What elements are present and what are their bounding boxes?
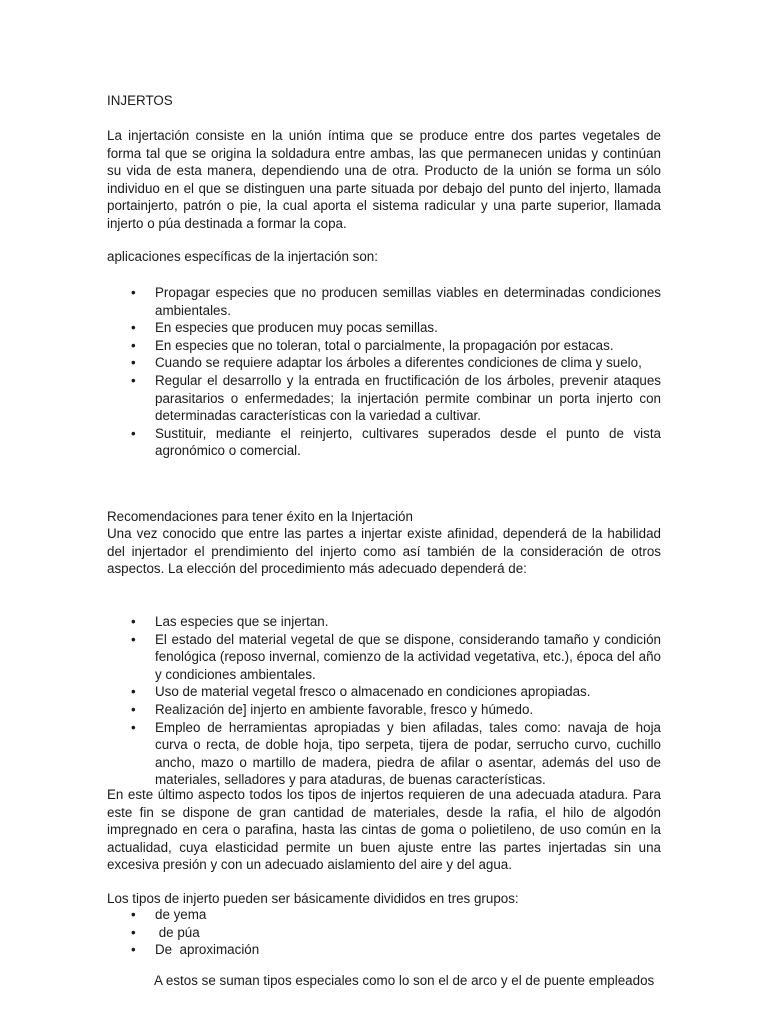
- recommendations-paragraph: Una vez conocido que entre las partes a injertar existe afinidad, dependerá de la habilidad del injertador el prendimiento del injerto como así también de la consideración de otros aspectos. La elección del procedimiento más adecuado dependerá de:: [107, 526, 661, 577]
- factors-list: [107, 613, 661, 789]
- list-item: • El estado del material vegetal de que se dispone, considerando tamaño y condición fenológica (reposo invernal, comienzo de la actividad vegetativa, etc.), época del año y condiciones ambientales.: [107, 631, 661, 684]
- list-item: • De aproximación: [107, 941, 661, 959]
- recommendations-heading: Recomendaciones para tener éxito en la Injertación: [107, 509, 413, 524]
- closing-line: A estos se suman tipos especiales como lo son el de arco y el de puente empleados: [154, 973, 655, 988]
- list-item: • En especies que no toleran, total o parcialmente, la propagación por estacas.: [107, 337, 661, 355]
- applications-heading: aplicaciones específicas de la injertación son:: [107, 249, 378, 264]
- list-item: • de yema: [107, 906, 661, 924]
- list-item: • Empleo de herramientas apropiadas y bien afiladas, tales como: navaja de hoja curva o recta, de doble hoja, tipo serpeta, tijera de podar, serrucho curvo, cuchillo ancho, mazo o martillo de madera, piedra de afilar o asentar, además del uso de materiales, selladores y para ataduras, de buenas características.: [107, 719, 661, 789]
- applications-list: [107, 284, 661, 460]
- list-item: • de púa: [107, 924, 661, 942]
- list-item: • Sustituir, mediante el reinjerto, cultivares superados desde el punto de vista agronómico o comercial.: [107, 425, 661, 460]
- list-item: • En especies que producen muy pocas semillas.: [107, 319, 661, 337]
- list-item: • Las especies que se injertan.: [107, 613, 661, 631]
- types-list: [107, 906, 661, 959]
- list-item: • Cuando se requiere adaptar los árboles a diferentes condiciones de clima y suelo,: [107, 354, 661, 372]
- list-item: • Regular el desarrollo y la entrada en fructificación de los árboles, prevenir ataques parasitarios o enfermedades; la injertación permite combinar un porta injerto con determinadas características con la variedad a cultivar.: [107, 372, 661, 425]
- list-item: • Realización de] injerto en ambiente favorable, fresco y húmedo.: [107, 701, 661, 719]
- intro-paragraph: La injertación consiste en la unión íntima que se produce entre dos partes vegetales de forma tal que se origina la soldadura entre ambas, las que permanecen unidas y continúan su vida de esta manera, dependiendo una de otra. Producto de la unión se forma un sólo individuo en el que se distinguen una parte situada por debajo del punto del injerto, llamada portainjerto, patrón o pie, la cual aporta el sistema radicular y una parte superior, llamada injerto o púa destinada a formar la copa.: [107, 128, 661, 231]
- types-heading: Los tipos de injerto pueden ser básicamente divididos en tres grupos:: [107, 891, 519, 906]
- list-item: • Uso de material vegetal fresco o almacenado en condiciones apropiadas.: [107, 683, 661, 701]
- binding-paragraph: En este último aspecto todos los tipos de injertos requieren de una adecuada atadura. Para este fin se dispone de gran cantidad de materiales, desde la rafia, el hilo de algodón impregnado en cera o parafina, hasta las cintas de goma o polietileno, de uso común en la actualidad, cuya elasticidad permite un buen ajuste entre las partes injertadas sin una excesiva presión y con un adecuado aislamiento del aire y del agua.: [107, 787, 661, 873]
- document-title: INJERTOS: [107, 93, 173, 108]
- list-item: • Propagar especies que no producen semillas viables en determinadas condiciones ambientales.: [107, 284, 661, 319]
